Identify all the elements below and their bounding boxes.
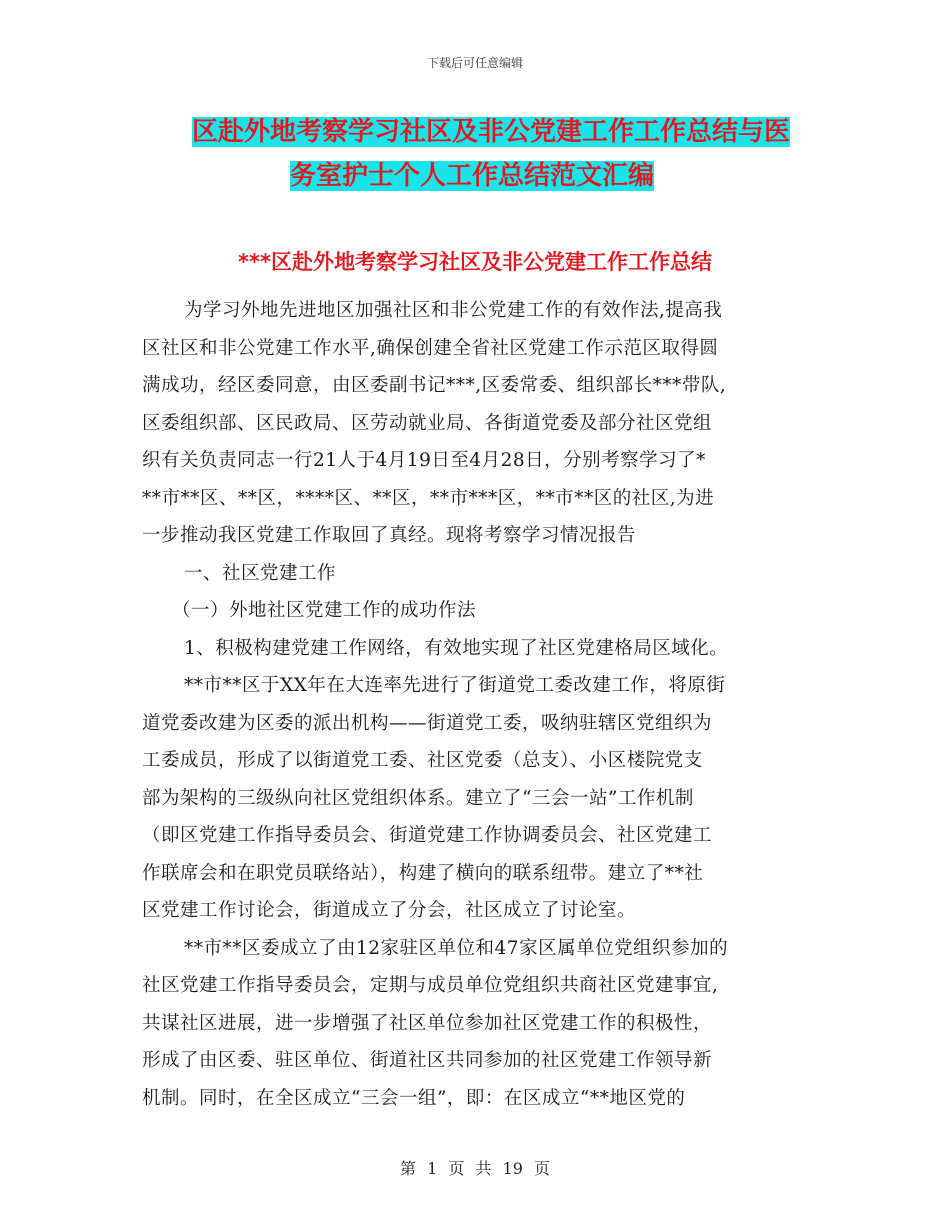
text-line: 织有关负责同志一行21人于4月19日至4月28日，分别考察学习了*	[142, 450, 706, 471]
heading-2	[142, 592, 812, 630]
heading-3	[142, 630, 812, 668]
document-title	[140, 110, 820, 198]
text-line: 社区党建工作指导委员会，定期与成员单位党组织共商社区党建事宜,	[142, 975, 719, 996]
text-line: 为学习外地先进地区加强社区和非公党建工作的有效作法,提高我	[184, 300, 723, 321]
text-line: 部为架构的三级纵向社区党组织体系。建立了“三会一站”工作机制	[142, 787, 694, 809]
text-line: 区委组织部、区民政局、区劳动就业局、各街道党委及部分社区党组	[142, 412, 713, 434]
section-title: ***区赴外地考察学习社区及非公党建工作工作总结	[238, 250, 712, 274]
text-line: 区社区和非公党建工作水平,确保创建全省社区党建工作示范区取得圆	[142, 337, 719, 359]
heading-text: 1、积极构建党建工作网络，有效地实现了社区党建格局区域化。	[184, 637, 729, 659]
text-line: **市**区于XX年在大连率先进行了街道党工委改建工作，将原街	[184, 675, 726, 696]
text-line: **市**区、**区，****区、**区，**市***区，**市**区的社区,为进	[142, 487, 715, 509]
text-line: **市**区委成立了由12家驻区单位和47家区属单位党组织参加的	[184, 937, 729, 959]
paragraph-1	[142, 292, 812, 555]
text-line: 作联席会和在职党员联络站），构建了横向的联系纽带。建立了**社	[142, 862, 704, 884]
heading-text: 一、社区党建工作	[184, 562, 337, 584]
paragraph-3	[142, 930, 812, 1118]
title-line-2: 务室护士个人工作总结范文汇编	[290, 161, 655, 191]
text-line: 道党委改建为区委的派出机构——街道党工委，吸纳驻辖区党组织为	[142, 712, 713, 734]
text-line: 形成了由区委、驻区单位、街道社区共同参加的社区党建工作领导新	[142, 1050, 713, 1071]
text-line: 一步推动我区党建工作取回了真经。现将考察学习情况报告	[142, 525, 637, 546]
title-line-1: 区赴外地考察学习社区及非公党建工作工作总结与医	[192, 117, 791, 147]
page-footer: 第 1 页 共 19 页	[400, 1159, 550, 1178]
header-note: 下载后可任意编辑	[426, 56, 523, 70]
paragraph-2	[142, 667, 812, 930]
text-line: 共谋社区进展，进一步增强了社区单位参加社区党建工作的积极性，	[142, 1012, 713, 1034]
document-body	[142, 292, 812, 1117]
text-line: 工委成员，形成了以街道党工委、社区党委（总支）、小区楼院党支	[142, 750, 703, 771]
text-line: 满成功，经区委同意，由区委副书记***,区委常委、组织部长***带队,	[142, 375, 727, 396]
heading-text: （一）外地社区党建工作的成功作法	[172, 600, 477, 621]
heading-1	[142, 555, 812, 593]
text-line: 机制。同时，在全区成立“三会一组”，即：在区成立“**地区党的	[142, 1087, 686, 1109]
text-line: 区党建工作讨论会，街道成立了分会，社区成立了讨论室。	[142, 900, 637, 921]
text-line: （即区党建工作指导委员会、街道党建工作协调委员会、社区党建工	[142, 825, 713, 846]
